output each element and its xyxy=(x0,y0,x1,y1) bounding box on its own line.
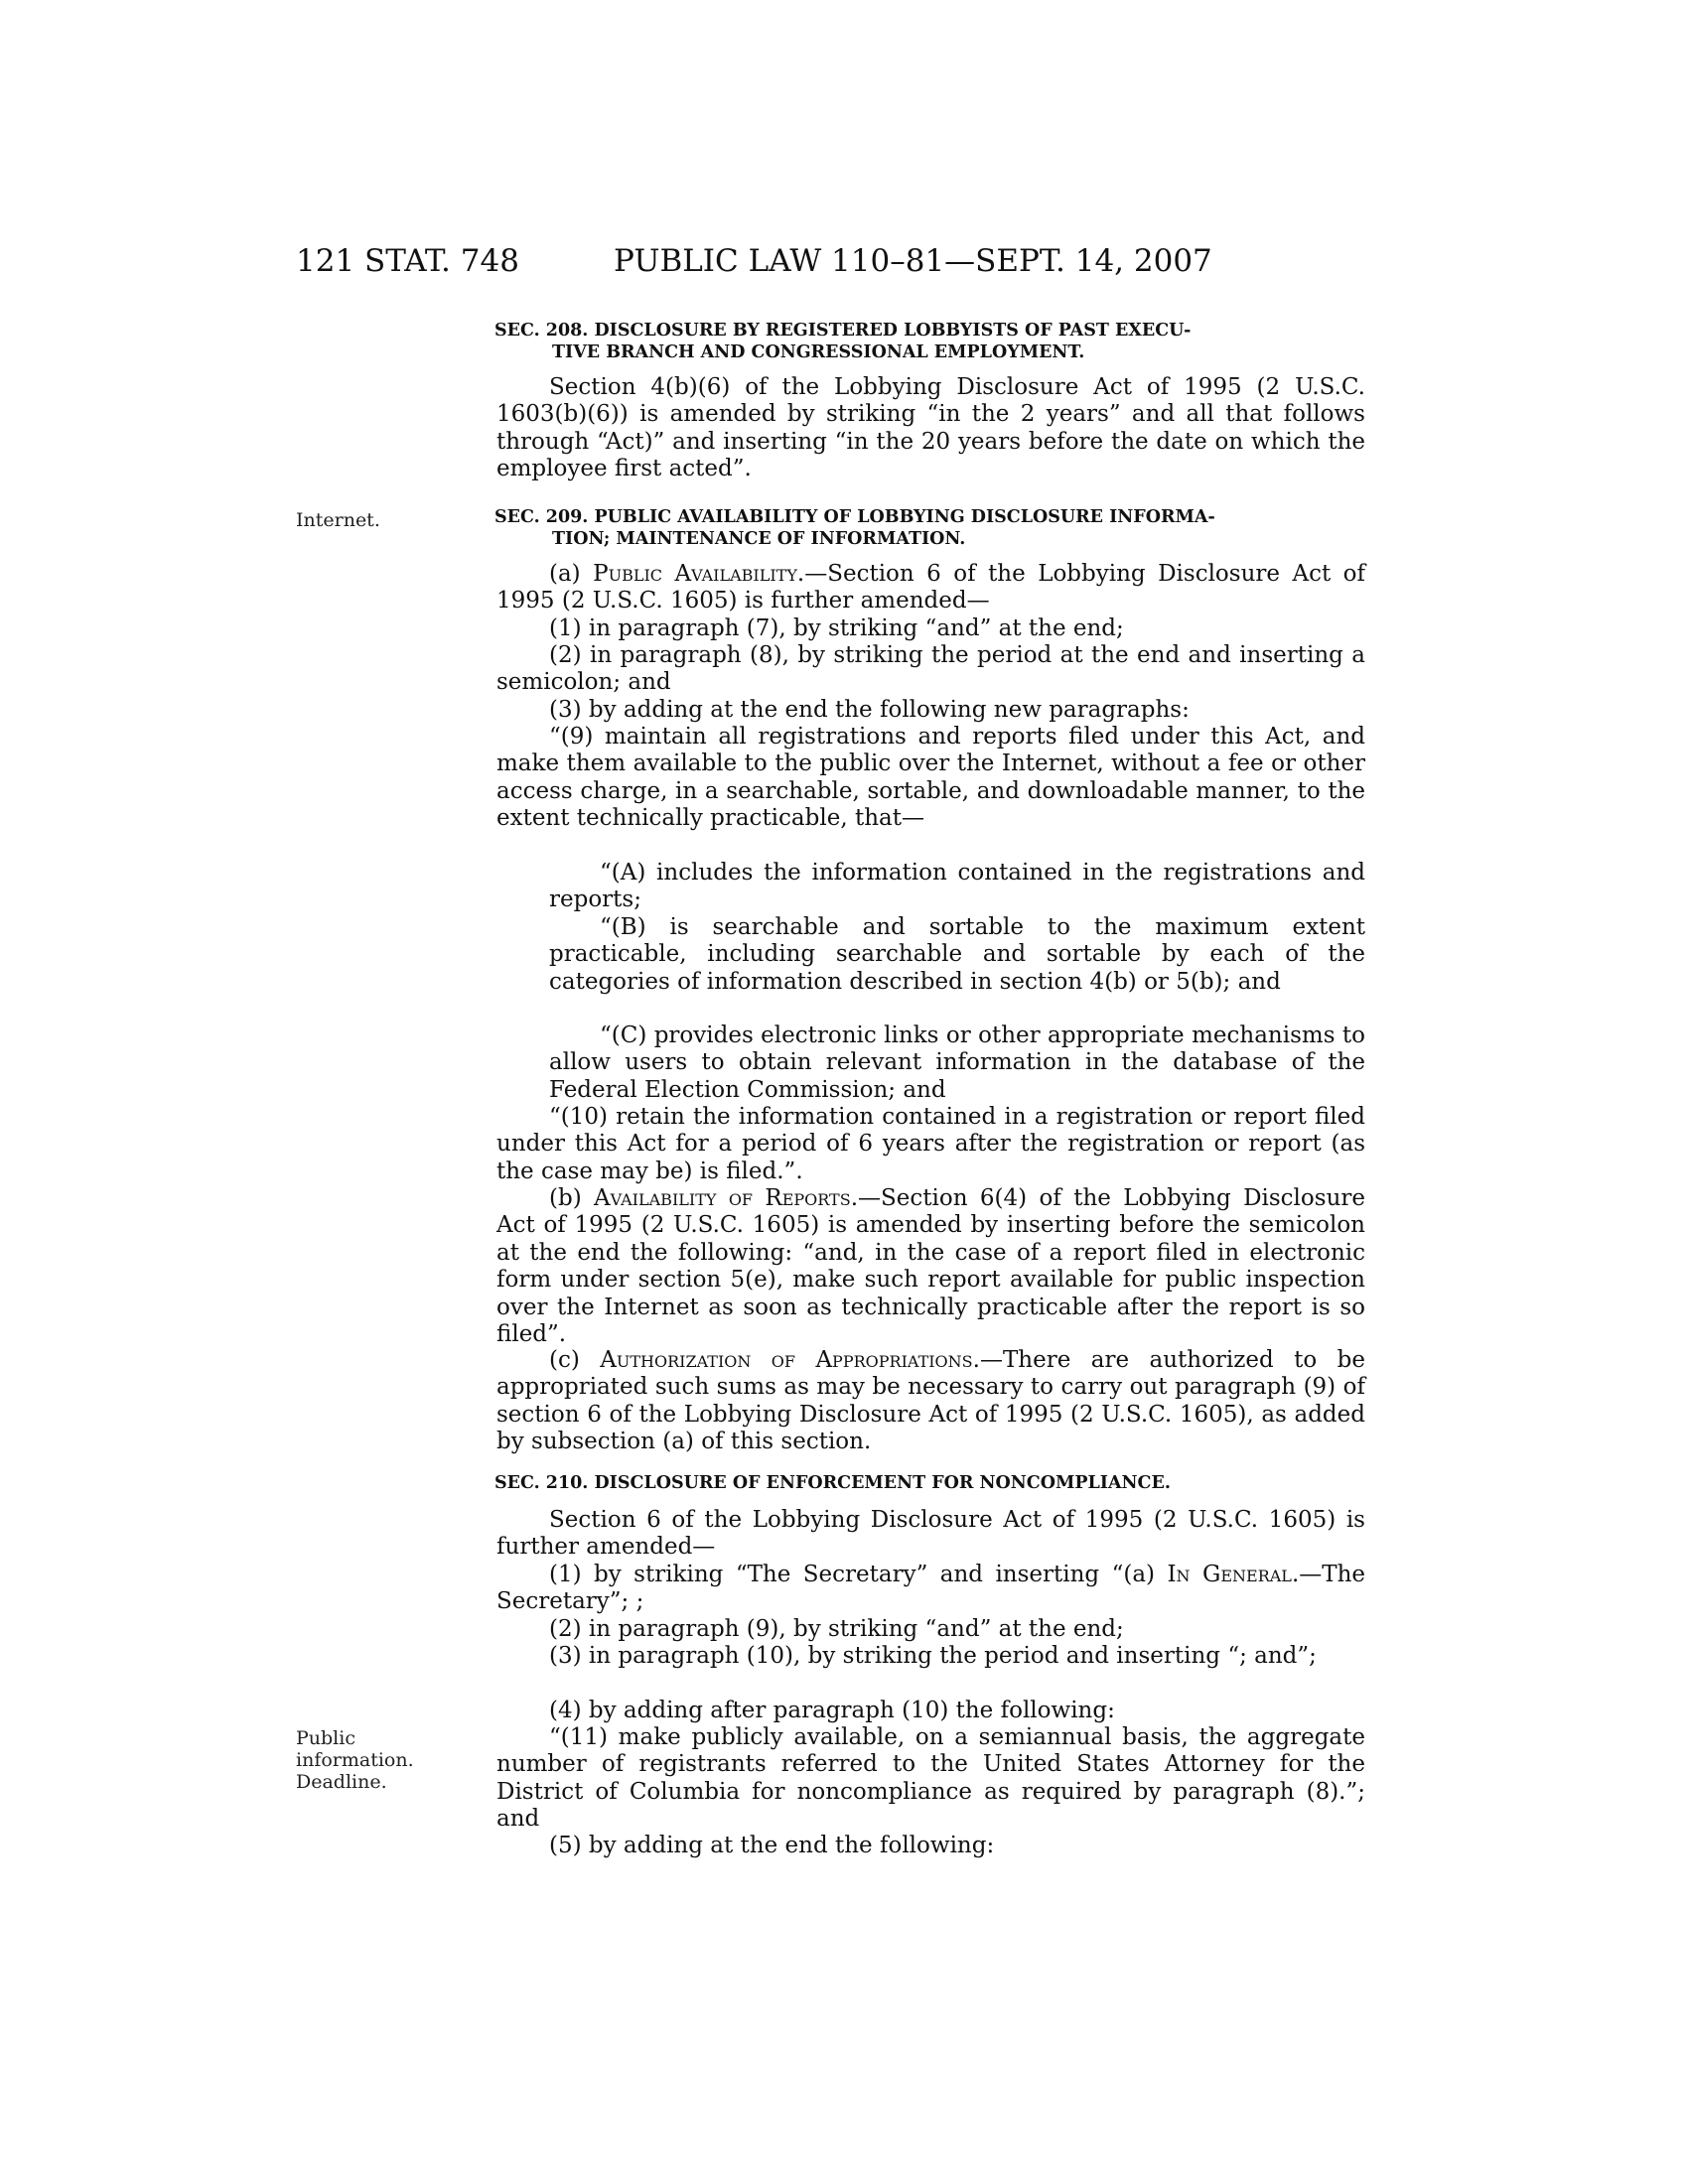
sec-210-paragraph-2: (2) in paragraph (9), by striking “and” at the end; xyxy=(549,1616,1124,1642)
sec-210-intro: Section 6 of the Lobbying Disclosure Act of 1995 (2 U.S.C. 1605) is further amended— xyxy=(496,1507,1365,1561)
sec-210-paragraph-5: (5) by adding at the end the following: xyxy=(549,1833,995,1858)
subsection-c-caption: Authorization of Appropriations xyxy=(600,1347,973,1373)
sec-210-paragraph-4: (4) by adding after paragraph (10) the following: xyxy=(549,1698,1115,1723)
subsection-b-caption: Availability of Reports xyxy=(594,1185,851,1211)
subsection-a-caption: Public Availability xyxy=(593,561,797,587)
sec-209-paragraph-9: “(9) maintain all registrations and reports filed under this Act, and make them available to the public over the Internet, without a fee or other access charge, in a searchable, sortable, and downloadable manner, to the extent technically practicable, that— xyxy=(496,724,1365,832)
sec-209-paragraph-1: (1) in paragraph (7), by striking “and” at the end; xyxy=(549,615,1124,641)
margin-note-public-information-deadline: Public information. Deadline. xyxy=(296,1727,414,1793)
public-law-reference: PUBLIC LAW 110–81—SEPT. 14, 2007 xyxy=(614,243,1212,279)
sec-210-heading: SEC. 210. DISCLOSURE OF ENFORCEMENT FOR NONCOMPLIANCE. xyxy=(494,1473,1171,1493)
sec-210-paragraph-11: “(11) make publicly available, on a semiannual basis, the aggregate number of registrants referred to the United States Attorney for the District of Columbia for noncompliance as required by paragraph (8).”; and xyxy=(496,1724,1365,1833)
sec-210-paragraph-1: (1) by striking “The Secretary” and inserting “(a) In General.—The Secretary”; ; xyxy=(496,1562,1366,1615)
margin-note-internet: Internet. xyxy=(296,509,380,531)
sec-209-heading: SEC. 209. PUBLIC AVAILABILITY OF LOBBYING DISCLOSURE INFORMA- TION; MAINTENANCE OF INFORMATION. xyxy=(494,507,1215,549)
sec-209-clause-b: “(B) is searchable and sortable to the maximum extent practicable, including searchable and sortable by each of the categories of information described in section 4(b) or 5(b); and xyxy=(549,914,1365,995)
stat-reference: 121 STAT. 748 xyxy=(296,243,519,279)
sec-209-subsection-c: (c) Authorization of Appropriations.—There are authorized to be appropriated such sums as may be necessary to carry out paragraph (9) of section 6 of the Lobbying Disclosure Act of 1995 (2 U.S.C. 1605), as added by subsection (a) of this section. xyxy=(496,1347,1366,1455)
sec-209-clause-a: “(A) includes the information contained in the registrations and reports; xyxy=(549,860,1365,913)
sec-209-paragraph-2: (2) in paragraph (8), by striking the period at the end and inserting a semicolon; and xyxy=(496,642,1365,696)
in-general-caption: In General xyxy=(1167,1562,1292,1587)
sec-209-subsection-a: (a) Public Availability.—Section 6 of the Lobbying Disclosure Act of 1995 (2 U.S.C. 1605) is further amended— xyxy=(496,561,1366,614)
sec-209-paragraph-3: (3) by adding at the end the following new paragraphs: xyxy=(549,697,1190,723)
sec-209-subsection-b: (b) Availability of Reports.—Section 6(4) of the Lobbying Disclosure Act of 1995 (2 U.S.C. 1605) is amended by inserting before the semicolon at the end the following: “and, in the case of a report filed in electronic form under section 5(e), make such report available for public inspection over the Internet as soon as technically practicable after the report is so filed”. xyxy=(496,1185,1365,1348)
page-header xyxy=(0,243,1688,283)
sec-208-heading: SEC. 208. DISCLOSURE BY REGISTERED LOBBYISTS OF PAST EXECU- TIVE BRANCH AND CONGRESSIONAL EMPLOYMENT. xyxy=(494,321,1192,362)
sec-210-paragraph-3: (3) in paragraph (10), by striking the period and inserting “; and”; xyxy=(549,1643,1317,1669)
sec-209-paragraph-10: “(10) retain the information contained in a registration or report filed under this Act for a period of 6 years after the registration or report (as the case may be) is filed.”. xyxy=(496,1104,1365,1184)
sec-209-clause-c: “(C) provides electronic links or other appropriate mechanisms to allow users to obtain relevant information in the database of the Federal Election Commission; and xyxy=(549,1023,1365,1103)
sec-208-body: Section 4(b)(6) of the Lobbying Disclosure Act of 1995 (2 U.S.C. 1603(b)(6)) is amended by striking “in the 2 years” and all that follows through “Act)” and inserting “in the 20 years before the date on which the employee first acted”. xyxy=(496,374,1365,482)
